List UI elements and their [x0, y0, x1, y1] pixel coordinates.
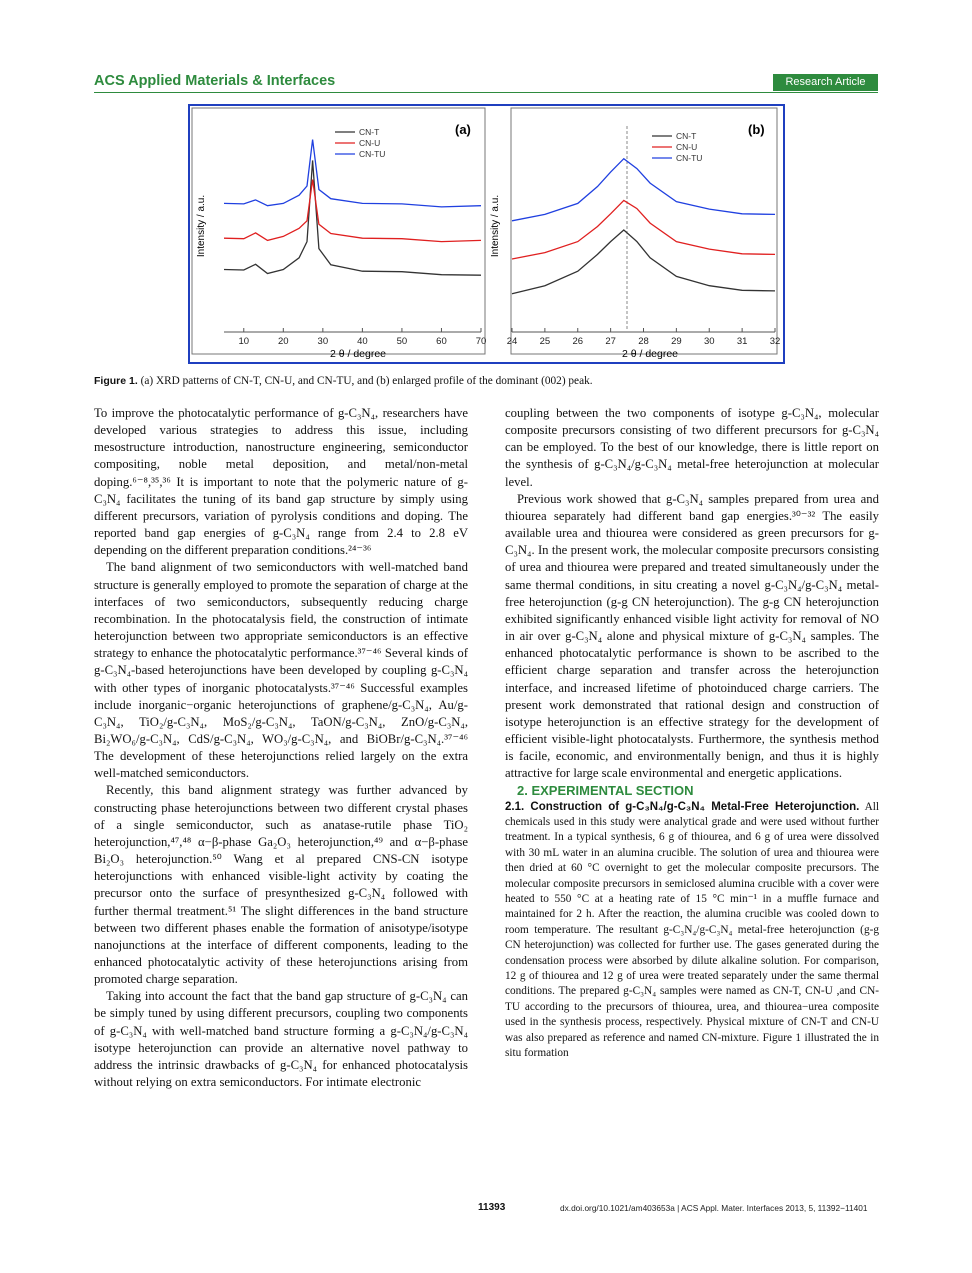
panel-b-xtick-label: 26: [572, 336, 584, 347]
paragraph: The band alignment of two semiconductors with well-matched band structure is generally employed to promote the separation of charge at the interfaces of two semiconductors, subsequently reducing charge recombination. In the photocatalysis field, the construction of intimate heterojunction between two appropriate semiconductors is an effective strategy to enhance the photocatalytic performance.³⁷⁻⁴⁶ Several kinds of g-C₃N₄-based heterojunctions have been developed by coupling g-C₃N₄ with other types of inorganic photocatalysts.³⁷⁻⁴⁶ Successful examples include inorganic−organic heterojunctions of graphene/g-C₃N₄, Au/g-C₃N₄, TiO₂/g-C₃N₄, MoS₂/g-C₃N₄, TaON/g-C₃N₄, ZnO/g-C₃N₄, Bi₂WO₆/g-C₃N₄, CdS/g-C₃N₄, WO₃/g-C₃N₄, and BiOBr/g-C₃N₄.³⁷⁻⁴⁶ The development of these heterojunctions relied largely on the extra well-matched semiconductors.: [94, 560, 468, 781]
panel-b-xtick-label: 25: [539, 336, 551, 347]
paragraph: coupling between the two components of isotype g-C₃N₄, molecular composite precursors consisting of two different precursors for g-C₃N₄ can be employed. To the best of our knowledge, there is little report on the synthesis of g-C₃N₄/g-C₃N₄ metal-free heterojunction at molecular level.: [505, 406, 879, 489]
panel-b-xtick-label: 28: [638, 336, 649, 347]
subsection-title: 2.1. Construction of g-C₃N₄/g-C₃N₄ Metal-Free Heterojunction.: [505, 800, 860, 813]
journal-title: ACS Applied Materials & Interfaces: [94, 73, 336, 89]
panel-b-xtick-label: 27: [605, 336, 616, 347]
legend-label-cn-t: CN-T: [676, 131, 697, 141]
panel-b-xlabel: 2 θ / degree: [621, 348, 679, 360]
panel-a-xtick-label: 20: [278, 336, 289, 347]
xrd-figure: [190, 106, 787, 366]
caption-text: (a) XRD patterns of CN-T, CN-U, and CN-TU, and (b) enlarged profile of the dominant (002) peak.: [140, 375, 593, 387]
article-type-badge: Research Article: [773, 74, 878, 91]
panel-a-xtick-label: 50: [396, 336, 408, 347]
panel-b-frame: [511, 108, 777, 354]
paragraph: To improve the photocatalytic performance of g-C₃N₄, researchers have developed various strategies to address this issue, including mesostructure introduction, nanostructure engineering, semiconductor compositing, noble metal deposition, and metal/non-metal doping.⁶⁻⁸,³⁵,³⁶ It is important to note that the polymeric nature of g-C₃N₄ facilitates the tuning of its band gap structure by simply using different precursors, variation of pyrolysis conditions and doping. The reported band gap energies of g-C₃N₄ range from 2.4 to 2.8 eV depending on the different preparation conditions.²⁴⁻³⁶: [94, 406, 468, 558]
panel-b-xtick-label: 31: [736, 336, 748, 347]
panel-b-xtick-label: 24: [506, 336, 518, 347]
series-line-cn-u: [224, 180, 481, 242]
legend-label-cn-u: CN-U: [676, 142, 698, 152]
series-line-cn-t: [224, 160, 481, 275]
panel-a-xtick-label: 40: [357, 336, 368, 347]
panel-a-xtick-label: 70: [475, 336, 487, 347]
series-line-cn-t: [512, 230, 775, 294]
series-line-cn-tu: [224, 140, 481, 207]
panel-a-xtick-label: 10: [238, 336, 250, 347]
panel-b-xtick-label: 29: [671, 336, 682, 347]
panel-a-xtick-label: 30: [317, 336, 329, 347]
legend-label-cn-u: CN-U: [359, 138, 381, 148]
panel-b-xtick-label: 30: [703, 336, 715, 347]
panel-a-frame: [192, 108, 485, 354]
paragraph: Previous work showed that g-C₃N₄ samples prepared from urea and thiourea separately had different band gap energies.³⁰⁻³² The easily available urea and thiourea were considered as green precursors for g-C₃N₄. In the present work, the molecular composite precursors consisting of urea and thiourea were prepared and treated simultaneously under the same thermal conditions, in situ creating a novel g-C₃N₄/g-C₃N₄ metal-free heterojunction (g-g CN heterojunction). The g-g CN heterojunction exhibited significantly enhanced visible light activity for removal of NO in air over g-C₃N₄ alone and physical mixture of g-C₃N₄ samples. The enhanced photocatalytic performance is shown to be ascribed to the efficient charge separation and transfer across the heterojunction interface, and increased lifetime of photoinduced charge carriers. The present work demonstrated that rational design and construction of isotype heterojunction is an effective strategy for the development of efficient visible-light photocatalysts. Furthermore, the synthesis method is facile, economic, and environmentally benign, and thus it is highly attractive for large scale environmental and energetic applications.: [505, 491, 879, 781]
right-column: [505, 405, 879, 1062]
section-title: 2. EXPERIMENTAL SECTION: [517, 783, 694, 799]
panel-a-xtick-label: 60: [436, 336, 447, 347]
left-column: [94, 405, 468, 1091]
subsection-text: All chemicals used in this study were analytical grade and were used without further treatment. In a typical synthesis, 6 g of thiourea, and 6 g of urea were dissolved with 30 mL water in an alumina crucible. The solution of urea and thiourea were then dried at 60 °C overnight to get the molecular composite precursors. The molecular composite precursors in semiclosed alumina crucible with a cover were heated to 550 °C at a heating rate of 15 °C min⁻¹ in a muffle furnace and maintained for 2 h. After the reaction, the alumina crucible was cooled down to room temperature. The resultant g-C₃N₄/g-C₃N₄ metal-free heterojunction (g-g CN heterojunction) was collected for further use. The gases generated during the condensation process were absorbed by dilute alkaline solution. For comparison, 12 g of thiourea and 12 g of urea were treated separately under the same thermal conditions. The prepared g-C₃N₄ samples were named as CN-T, CN-U ,and CN-TU according to the precursors of thiourea, urea, and thiourea−urea composite used in the synthesis process, respectively. Physical mixture of CN-T and CN-U was also prepared as reference and named CN-mixture. Figure 1 illustrated the in situ formation: [505, 800, 880, 1060]
series-line-cn-tu: [512, 159, 775, 221]
panel-b-xtick-label: 32: [769, 336, 781, 347]
caption-label: Figure 1.: [94, 375, 138, 387]
panel-b-label: (b): [748, 122, 765, 137]
figure-caption: [94, 374, 878, 388]
legend-label-cn-t: CN-T: [359, 127, 380, 137]
paragraph: Taking into account the fact that the band gap structure of g-C₃N₄ can be simply tuned by using different precursors, coupling two components of g-C₃N₄ with well-matched band structure forming a g-C₃N₄/g-C₃N₄ isotype heterojunction can provide an alternative novel pathway to address the intrinsic drawbacks of g-C₃N₄ for enhanced photocatalysis without relying on extra semiconductors. For intimate electronic: [94, 989, 468, 1090]
panel-a-ylabel: Intensity / a.u.: [196, 194, 207, 258]
header-rule: [94, 92, 878, 93]
panel-a-label: (a): [455, 122, 471, 137]
paragraph: Recently, this band alignment strategy was further advanced by constructing phase heterojunctions between two different crystal phases of a single semiconductor, such as anatase-rutile phase TiO₂ heterojunction,⁴⁷,⁴⁸ α−β-phase Ga₂O₃ heterojunction,⁴⁹ and α−β-phase Bi₂O₃ heterojunction.⁵⁰ Wang et al prepared CNS-CN isotype heterojunctions with enhanced visible-light activity by coating the precursor onto the surface of presynthesized g-C₃N₄ followed with further thermal treatment.⁵¹ The slight differences in the band structure between two different phases enable the formation of anisotype/isotype nanojunctions at the interface of different components, leading to the enhanced photocatalytic activity of these heterojunctions arising from promoted charge separation.: [94, 783, 468, 987]
panel-a-xlabel: 2 θ / degree: [329, 348, 387, 360]
page-number: 11393: [478, 1202, 506, 1213]
legend-label-cn-tu: CN-TU: [676, 153, 703, 163]
subsection: [505, 800, 879, 1062]
footer-citation: dx.doi.org/10.1021/am403653a | ACS Appl. Mater. Interfaces 2013, 5, 11392−11401: [560, 1203, 868, 1213]
legend-label-cn-tu: CN-TU: [359, 149, 386, 159]
panel-b-ylabel: Intensity / a.u.: [490, 194, 501, 258]
figure-1: [188, 104, 785, 364]
